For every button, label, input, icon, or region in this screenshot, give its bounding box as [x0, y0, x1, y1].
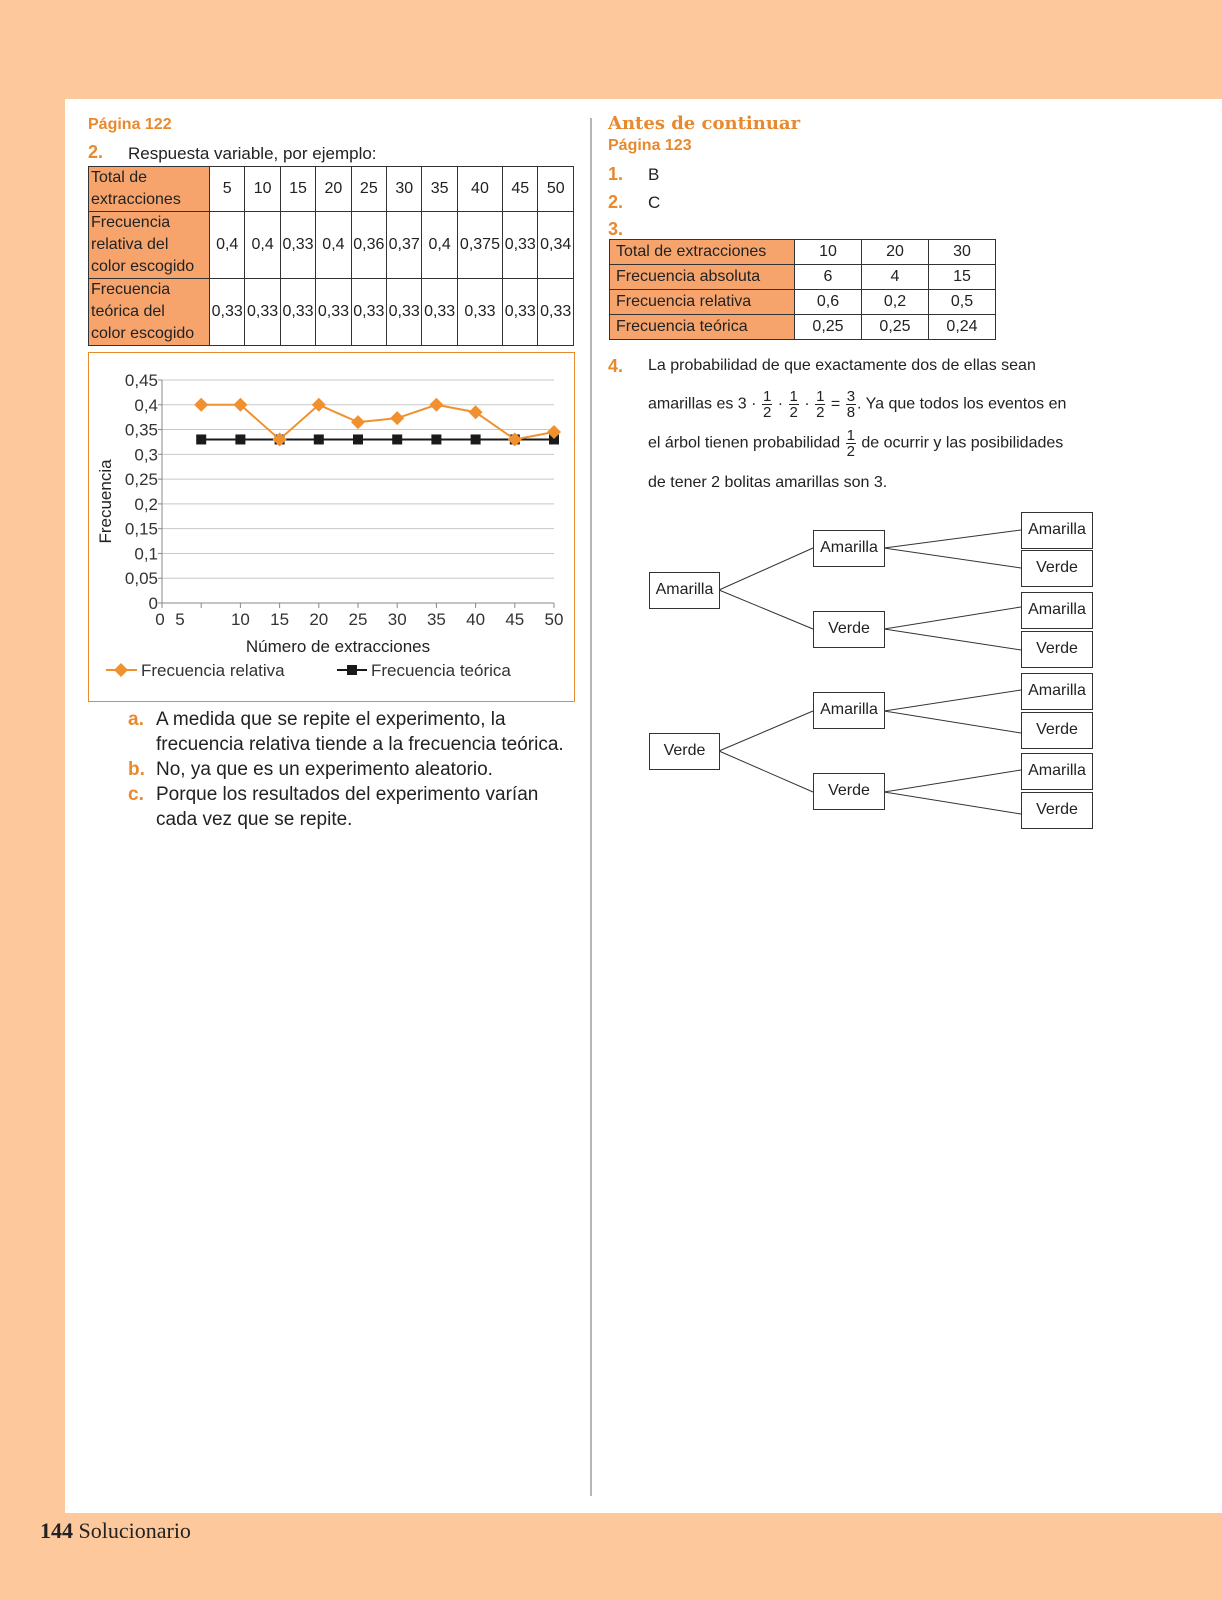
- tree-node-verde: Verde: [1021, 712, 1093, 749]
- cell: 0,33: [210, 279, 245, 346]
- cell: 25: [351, 167, 386, 212]
- tree-node-amarilla: Amarilla: [1021, 673, 1093, 710]
- fraction: $\frac{1}{2}$: [846, 427, 855, 460]
- tree-node-verde: Verde: [1021, 631, 1093, 668]
- answer-text: Porque los resultados del experimento varían: [156, 784, 539, 805]
- x-tick-label: 40: [466, 610, 486, 629]
- y-tick-label: 0,4: [134, 395, 158, 415]
- x-tick-label: 10: [230, 610, 250, 629]
- cell: 0,5: [929, 290, 996, 315]
- cell: 0,4: [316, 212, 351, 279]
- x-tick-label: 45: [505, 610, 525, 629]
- cell: 5: [210, 167, 245, 212]
- cell: 0,4: [210, 212, 245, 279]
- x-tick-label: 15: [270, 610, 290, 629]
- q4-line-1: La probabilidad de que exactamente dos de ellas sean: [648, 357, 1036, 374]
- q4-operator: ·: [804, 395, 810, 413]
- cell: 0,24: [929, 315, 996, 340]
- cell: 40: [457, 167, 502, 212]
- tree-branch: [884, 690, 1021, 711]
- answer-text: frecuencia relativa tiende a la frecuencia teórica.: [156, 734, 564, 755]
- q4-line-4: de tener 2 bolitas amarillas son 3.: [648, 474, 888, 491]
- q4-operator: ·: [777, 395, 784, 413]
- q4-operator: =: [830, 395, 841, 413]
- cell: 45: [503, 167, 538, 212]
- tree-node-amarilla: Amarilla: [813, 692, 885, 729]
- q4-text: de ocurrir y las posibilidades: [861, 434, 1064, 452]
- cell: 0,33: [245, 279, 280, 346]
- answer-text: No, ya que es un experimento aleatorio.: [156, 759, 493, 780]
- item-3-number: 3.: [608, 219, 624, 239]
- item-2-number: 2.: [608, 192, 624, 212]
- cell: 0,6: [795, 290, 862, 315]
- x-tick-label: 25: [348, 610, 368, 629]
- cell: 0,34: [538, 212, 574, 279]
- cell: 4: [862, 265, 929, 290]
- section-title: Antes de continuar: [608, 113, 801, 134]
- x-tick-label: 50: [544, 610, 564, 629]
- tree-node-verde: Verde: [1021, 792, 1093, 829]
- page-footer: [40, 1518, 191, 1544]
- row-header: Frecuencia absoluta: [610, 265, 795, 290]
- left-page-label: Página 122: [88, 116, 172, 133]
- x-tick-label: 20: [309, 610, 329, 629]
- x-tick-label: 0: [155, 610, 165, 629]
- q4-text: . Ya que todos los eventos en: [857, 395, 1067, 413]
- tree-node-amarilla: Amarilla: [649, 572, 720, 609]
- q4-text: amarillas es 3 ·: [648, 395, 757, 413]
- legend-label-teorica: Frecuencia teórica: [371, 661, 511, 680]
- cell: 0,25: [795, 315, 862, 340]
- cell: 0,4: [422, 212, 457, 279]
- item-2-text: C: [648, 193, 661, 212]
- q4-number: 4.: [608, 356, 624, 376]
- q4-text: el árbol tienen probabilidad: [648, 434, 841, 452]
- cell: 0,33: [280, 279, 315, 346]
- cell: 0,33: [538, 279, 574, 346]
- tree-node-verde: Verde: [813, 611, 885, 648]
- x-tick-label: 5: [175, 610, 185, 629]
- tree-branch: [884, 770, 1021, 792]
- tree-node-amarilla: Amarilla: [1021, 512, 1093, 549]
- answer-text: cada vez que se repite.: [156, 809, 353, 830]
- footer-section: Solucionario: [78, 1518, 191, 1543]
- tree-branch: [719, 590, 813, 629]
- tree-node-amarilla: Amarilla: [813, 530, 885, 567]
- page-number: 144: [40, 1518, 73, 1543]
- row-header: Frecuencia relativa: [610, 290, 795, 315]
- tree-branch: [884, 548, 1021, 568]
- y-tick-label: 0,05: [124, 569, 158, 589]
- legend-label-relativa: Frecuencia relativa: [141, 661, 285, 680]
- tree-branch: [719, 751, 813, 792]
- answer-letter: b.: [128, 759, 145, 780]
- tree-node-verde: Verde: [649, 733, 720, 770]
- tree-node-amarilla: Amarilla: [1021, 592, 1093, 629]
- y-tick-label: 0,45: [124, 371, 158, 390]
- x-tick-label: 30: [387, 610, 407, 629]
- cell: 30: [929, 240, 996, 265]
- cell: 15: [280, 167, 315, 212]
- cell: 0,37: [387, 212, 422, 279]
- tree-branch: [884, 607, 1021, 629]
- right-page-label: Página 123: [608, 137, 692, 154]
- fraction: $\frac{3}{8}$: [846, 388, 856, 421]
- cell: 0,33: [280, 212, 315, 279]
- y-tick-label: 0,25: [124, 470, 158, 490]
- row-header: Total de extracciones: [89, 167, 210, 212]
- cell: 0,33: [422, 279, 457, 346]
- tree-node-amarilla: Amarilla: [1021, 753, 1093, 790]
- cell: 6: [795, 265, 862, 290]
- row-header: Total de extracciones: [610, 240, 795, 265]
- tree-branch: [884, 792, 1021, 814]
- cell: 0,33: [503, 279, 538, 346]
- row-header: Frecuencia teórica del color escogido: [89, 279, 210, 346]
- cell: 0,36: [351, 212, 386, 279]
- cell: 20: [862, 240, 929, 265]
- fraction: $\frac{1}{2}$: [789, 388, 798, 421]
- tree-branch: [719, 711, 813, 751]
- tree-branch: [719, 548, 813, 590]
- cell: 35: [422, 167, 457, 212]
- tree-node-verde: Verde: [1021, 550, 1093, 587]
- q2-number: 2.: [88, 142, 104, 162]
- y-tick-label: 0: [148, 594, 158, 613]
- cell: 30: [387, 167, 422, 212]
- y-tick-label: 0,1: [134, 544, 158, 564]
- answer-text: A medida que se repite el experimento, la: [156, 709, 506, 730]
- cell: 15: [929, 265, 996, 290]
- fraction: $\frac{1}{2}$: [762, 388, 772, 421]
- y-tick-label: 0,3: [134, 445, 158, 465]
- x-axis-label: Número de extracciones: [245, 637, 431, 656]
- cell: 0,33: [457, 279, 502, 346]
- cell: 50: [538, 167, 574, 212]
- tree-branch: [884, 629, 1021, 650]
- item-1-number: 1.: [608, 164, 624, 184]
- cell: 0,4: [245, 212, 280, 279]
- cell: 20: [316, 167, 351, 212]
- y-axis-label: Frecuencia: [96, 459, 115, 544]
- cell: 0,2: [862, 290, 929, 315]
- cell: 0,33: [316, 279, 351, 346]
- cell: 0,375: [457, 212, 502, 279]
- cell: 10: [245, 167, 280, 212]
- tree-branch: [884, 530, 1021, 548]
- cell: 0,33: [503, 212, 538, 279]
- q2-text: Respuesta variable, por ejemplo:: [128, 144, 377, 163]
- y-tick-label: 0,2: [134, 494, 158, 514]
- cell: 10: [795, 240, 862, 265]
- row-header: Frecuencia relativa del color escogido: [89, 212, 210, 279]
- cell: 0,33: [387, 279, 422, 346]
- fraction: $\frac{1}{2}$: [816, 388, 825, 421]
- tree-branch: [884, 711, 1021, 733]
- item-1-text: B: [648, 165, 660, 184]
- cell: 0,25: [862, 315, 929, 340]
- row-header: Frecuencia teórica: [610, 315, 795, 340]
- y-tick-label: 0,35: [124, 420, 158, 440]
- y-tick-label: 0,15: [124, 519, 158, 539]
- cell: 0,33: [351, 279, 386, 346]
- answer-letter: a.: [128, 709, 144, 730]
- tree-node-verde: Verde: [813, 773, 885, 810]
- answer-letter: c.: [128, 784, 144, 805]
- x-tick-label: 35: [426, 610, 446, 629]
